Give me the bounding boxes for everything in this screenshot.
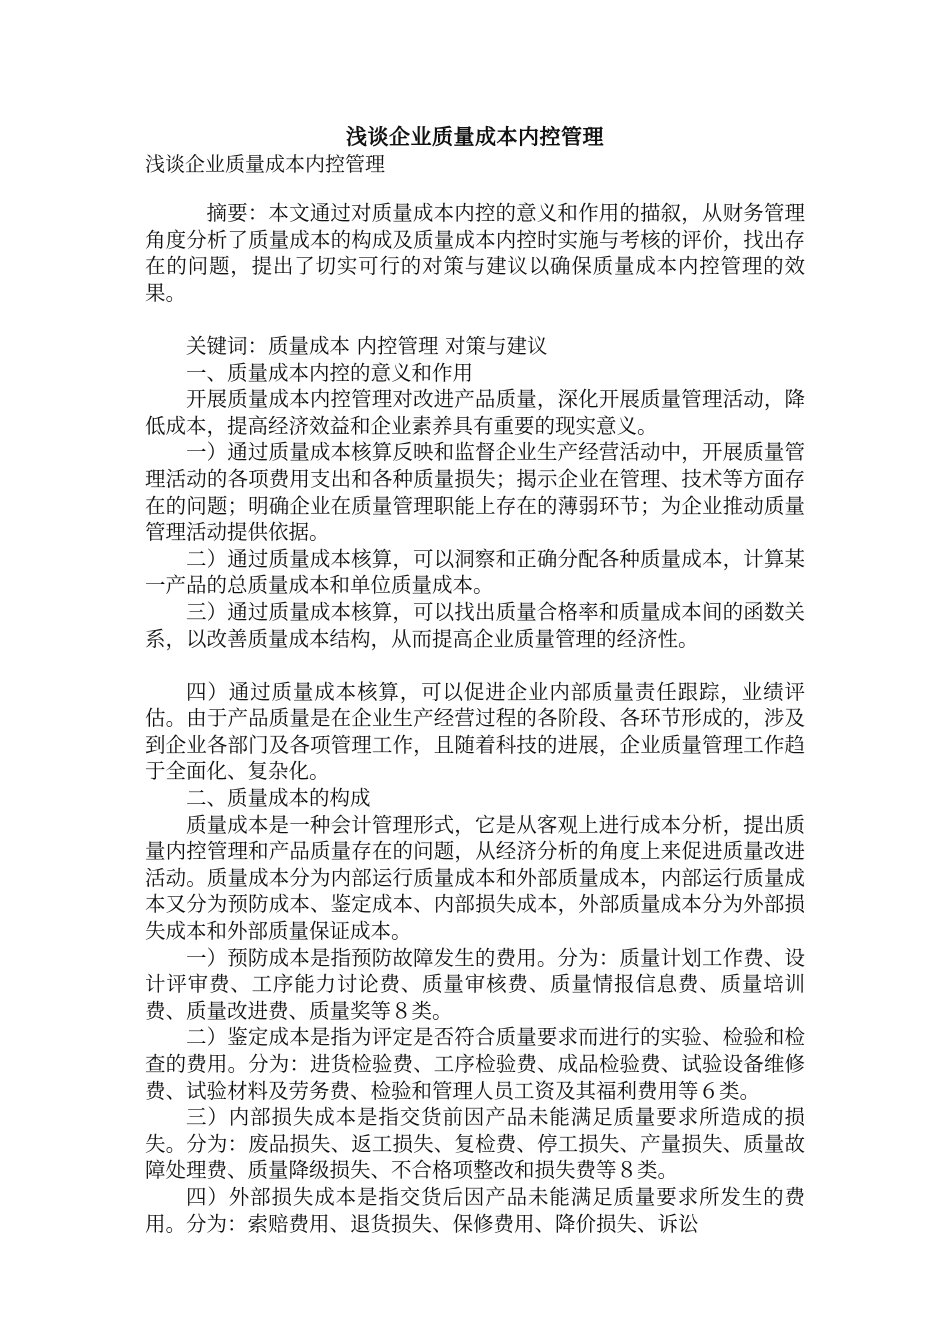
- list-item-paragraph: 二）鉴定成本是指为评定是否符合质量要求而进行的实验、检验和检查的费用。分为：进货检验费、工序检验费、成品检验费、试验设备维修费、试验材料及劳务费、检验和管理人员工资及其福利费用等６类。: [145, 1025, 805, 1103]
- list-item-paragraph: 一）通过质量成本核算反映和监督企业生产经营活动中，开展质量管理活动的各项费用支出和各种质量损失；揭示企业在管理、技术等方面存在的问题；明确企业在质量管理职能上存在的薄弱环节；为企业推动质量管理活动提供依据。: [145, 440, 805, 545]
- paragraph-spacer: [145, 306, 805, 333]
- document-title: 浅谈企业质量成本内控管理: [346, 124, 604, 149]
- list-item-paragraph: 四）外部损失成本是指交货后因产品未能满足质量要求所发生的费用。分为：索赔费用、退货损失、保修费用、降价损失、诉讼: [145, 1184, 805, 1236]
- list-item-paragraph: 三）内部损失成本是指交货前因产品未能满足质量要求所造成的损失。分为：废品损失、返工损失、复检费、停工损失、产量损失、质量故障处理费、质量降级损失、不合格项整改和损失费等８类。: [145, 1105, 805, 1183]
- list-item-paragraph: 三）通过质量成本核算，可以找出质量合格率和质量成本间的函数关系，以改善质量成本结构，从而提高企业质量管理的经济性。: [145, 599, 805, 651]
- abstract-paragraph: 摘要：本文通过对质量成本内控的意义和作用的描叙，从财务管理角度分析了质量成本的构成及质量成本内控时实施与考核的评价，找出存在的问题，提出了切实可行的对策与建议以确保质量成本内控管理的效果。: [145, 201, 805, 305]
- body-paragraph: 开展质量成本内控管理对改进产品质量，深化开展质量管理活动，降低成本，提高经济效益和企业素养具有重要的现实意义。: [145, 387, 805, 438]
- document-body: [145, 200, 805, 1237]
- paragraph-spacer: [145, 652, 805, 679]
- list-item-paragraph: 二）通过质量成本核算，可以洞察和正确分配各种质量成本，计算某一产品的总质量成本和单位质量成本。: [145, 546, 805, 598]
- section-heading: 一、质量成本内控的意义和作用: [186, 360, 473, 385]
- body-paragraph: 质量成本是一种会计管理形式，它是从客观上进行成本分析，提出质量内控管理和产品质量存在的问题，从经济分析的角度上来促进质量改进活动。质量成本分为内部运行质量成本和外部质量成本，内部运行质量成本又分为预防成本、鉴定成本、内部损失成本，外部质量成本分为外部损失成本和外部质量保证成本。: [145, 812, 805, 944]
- list-item-paragraph: 一）预防成本是指预防故障发生的费用。分为：质量计划工作费、设计评审费、工序能力讨论费、质量审核费、质量情报信息费、质量培训费、质量改进费、质量奖等８类。: [145, 945, 805, 1023]
- section-heading: 二、质量成本的构成: [186, 786, 371, 811]
- list-item-paragraph: 四）通过质量成本核算，可以促进企业内部质量责任跟踪，业绩评估。由于产品质量是在企业生产经营过程的各阶段、各环节形成的，涉及到企业各部门及各项管理工作，且随着科技的进展，企业质量管理工作趋于全面化、复杂化。: [145, 679, 805, 784]
- keywords-line: 关键词：质量成本 内控管理 对策与建议: [186, 333, 548, 358]
- document-subtitle: 浅谈企业质量成本内控管理: [145, 152, 385, 176]
